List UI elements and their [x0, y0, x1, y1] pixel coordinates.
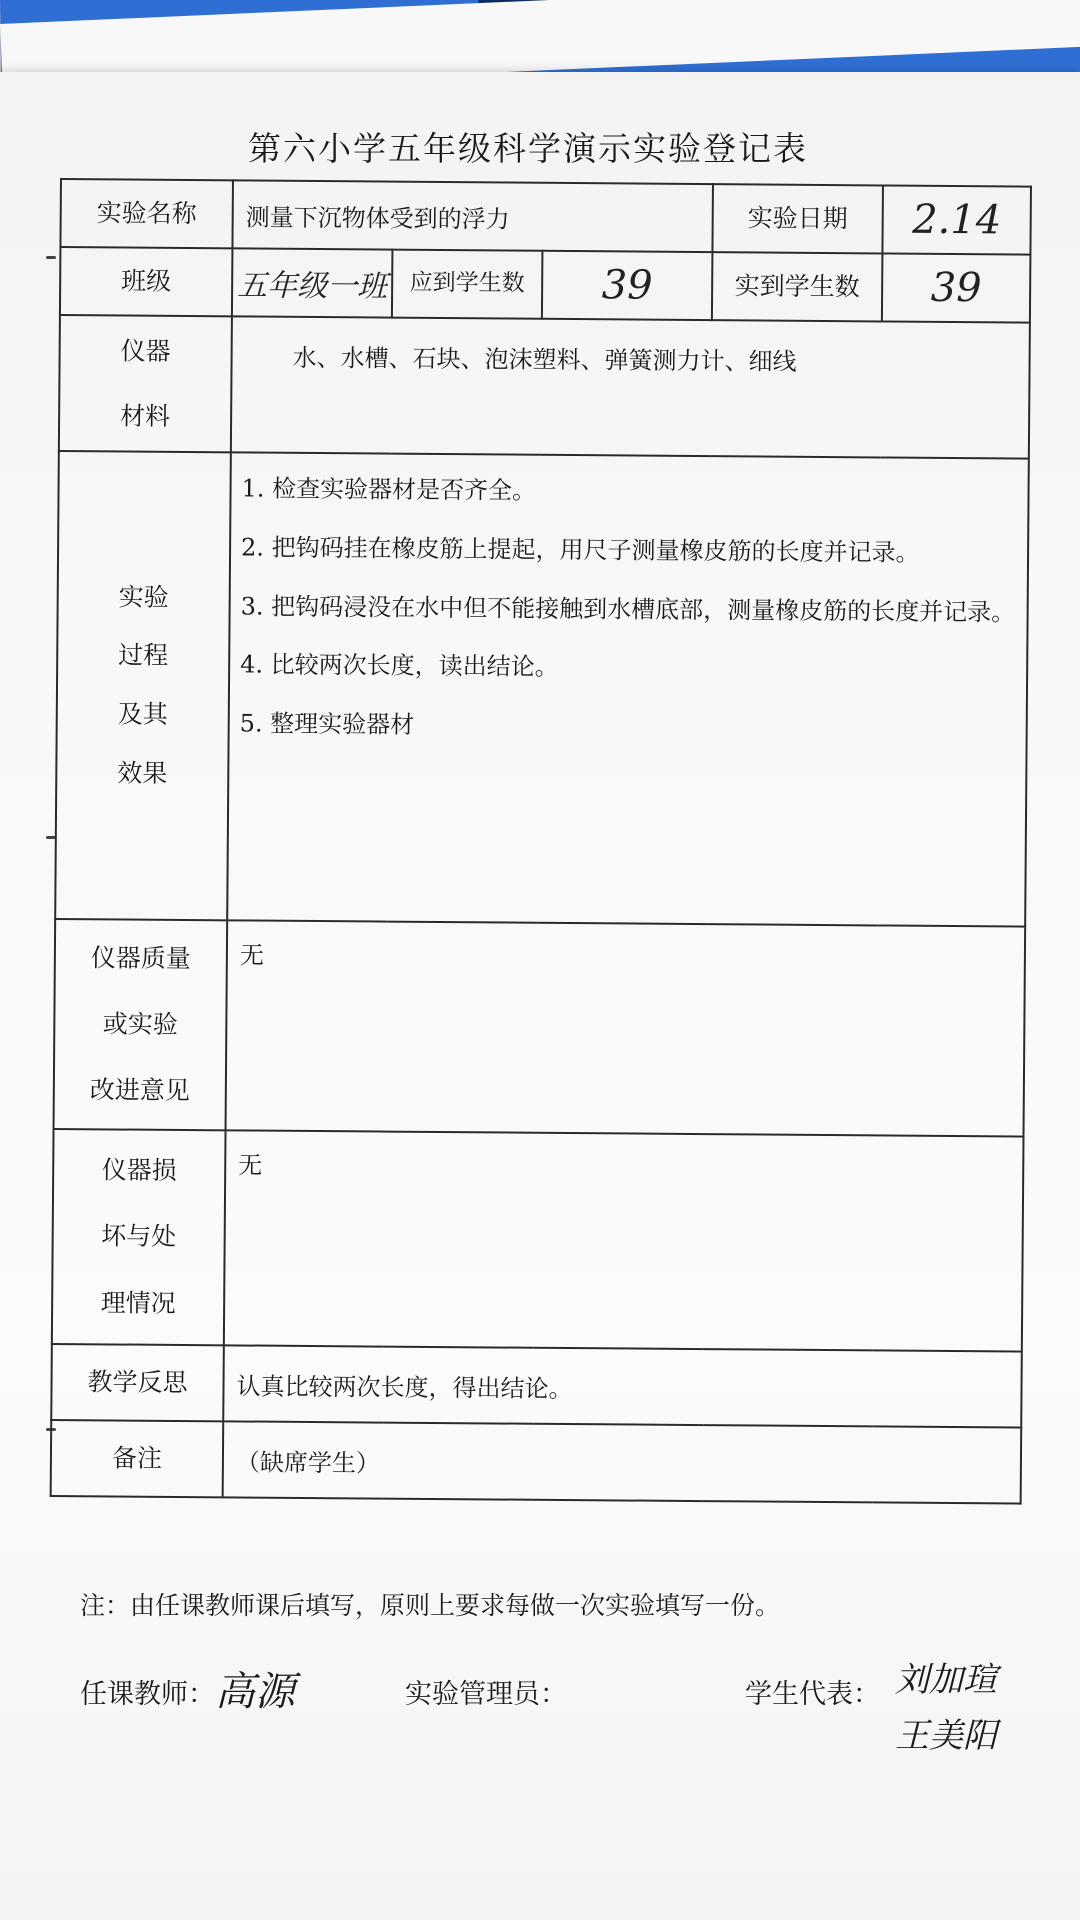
process-label-line: 效果 — [117, 758, 168, 788]
process-label-line: 实验 — [118, 581, 169, 612]
row-damage — [52, 1129, 1024, 1352]
row-process — [55, 451, 1029, 927]
materials-value: 水、水槽、石块、泡沫塑料、弹簧测力计、细线 — [231, 316, 1030, 458]
process-step: 5. 整理实验器材 — [239, 709, 415, 739]
row-experiment-name — [60, 179, 1031, 255]
damage-value: 无 — [224, 1130, 1024, 1351]
damage-label-line: 理情况 — [100, 1287, 176, 1318]
expected-count-value: 39 — [542, 251, 713, 320]
student-rep-signature: 王美阳 — [895, 1716, 997, 1756]
student-rep-label: 学生代表： — [745, 1679, 880, 1710]
damage-label-line: 坏与处 — [101, 1221, 177, 1252]
form-title: 第六小学五年级科学演示实验登记表 — [248, 129, 808, 168]
process-label-line: 及其 — [117, 699, 168, 729]
quality-value: 无 — [226, 920, 1026, 1136]
quality-label-line: 改进意见 — [89, 1075, 190, 1106]
teacher-signature: 高源 — [215, 1669, 295, 1715]
process-step: 2. 把钩码挂在橡皮筋上提起，用尺子测量橡皮筋的长度并记录。 — [240, 533, 920, 567]
reflection-label: 教学反思 — [51, 1344, 224, 1421]
damage-label-line: 仪器损 — [101, 1155, 177, 1186]
actual-count-label: 实到学生数 — [712, 252, 883, 321]
quality-label-line: 仪器质量 — [90, 942, 191, 973]
process-step: 1. 检查实验器材是否齐全。 — [241, 474, 537, 505]
row-quality — [54, 919, 1026, 1137]
process-steps — [227, 452, 1029, 926]
student-rep-signature: 刘加瑄 — [895, 1660, 997, 1700]
materials-label-line: 仪器 — [120, 336, 171, 366]
process-step: 3. 把钩码浸没在水中但不能接触到水槽底部，测量橡皮筋的长度并记录。 — [240, 592, 1016, 627]
materials-label — [59, 315, 232, 452]
register-table-wrapper — [49, 178, 1050, 1586]
admin-label: 实验管理员： — [405, 1679, 567, 1710]
row-materials — [59, 315, 1030, 459]
footnote: 注：由任课教师课后填写，原则上要求每做一次实验填写一份。 — [80, 1591, 781, 1620]
process-label-line: 过程 — [118, 640, 169, 671]
remarks-value: （缺席学生） — [223, 1421, 1022, 1503]
paper-edge-mark — [46, 256, 56, 259]
experiment-name-label: 实验名称 — [60, 179, 233, 248]
process-step: 4. 比较两次长度，读出结论。 — [240, 650, 559, 682]
signature-row — [80, 1660, 1040, 1760]
expected-count-label: 应到学生数 — [392, 250, 543, 319]
row-reflection — [51, 1344, 1022, 1428]
process-label — [55, 451, 231, 920]
materials-label-line: 材料 — [120, 401, 171, 431]
damage-label — [52, 1129, 226, 1345]
quality-label-line: 或实验 — [102, 1009, 178, 1039]
class-label: 班级 — [60, 247, 233, 316]
reflection-value: 认真比较两次长度，得出结论。 — [223, 1345, 1022, 1427]
actual-count-value: 39 — [882, 253, 1031, 322]
remarks-label: 备注 — [51, 1420, 224, 1497]
experiment-name-value: 测量下沉物体受到的浮力 — [232, 180, 713, 252]
date-value: 2.14 — [882, 185, 1031, 254]
teacher-label: 任课教师： — [80, 1679, 215, 1710]
row-class — [60, 247, 1031, 323]
class-value: 五年级一班 — [232, 248, 393, 317]
row-remarks — [51, 1420, 1022, 1504]
register-table — [50, 178, 1032, 1505]
date-label: 实验日期 — [712, 184, 883, 253]
quality-label — [54, 919, 228, 1130]
